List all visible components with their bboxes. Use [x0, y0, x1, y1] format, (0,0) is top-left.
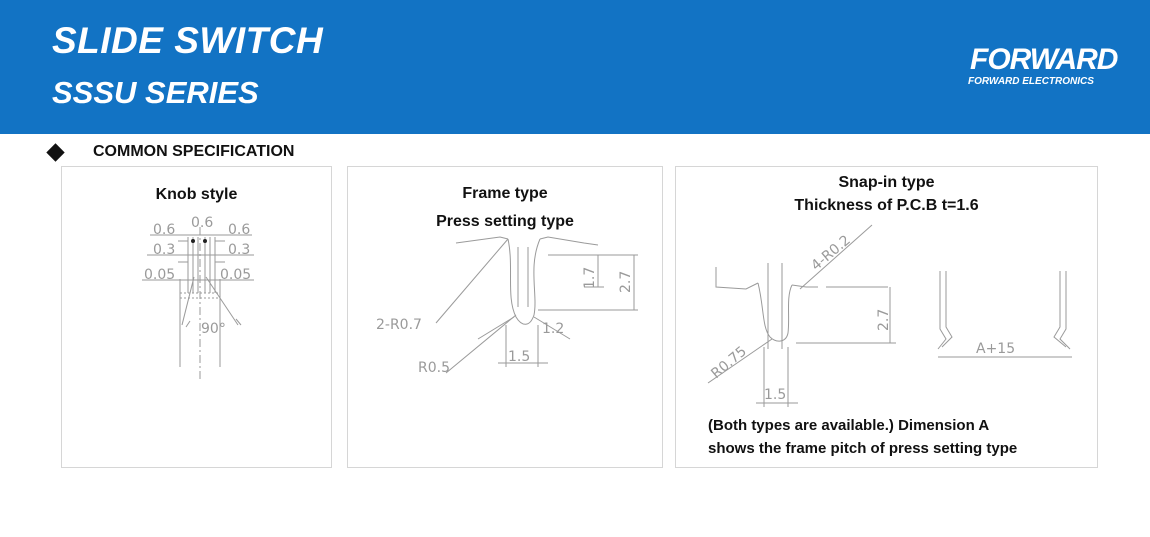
- snap-note-line2: shows the frame pitch of press setting type: [708, 440, 1018, 457]
- knob-style-title: Knob style: [155, 186, 238, 203]
- frame-type-panel: [347, 166, 663, 468]
- page-title: SLIDE SWITCH: [52, 20, 324, 61]
- section-title: COMMON SPECIFICATION: [93, 143, 295, 160]
- frame-dim-width-bottom: 1.5: [508, 349, 531, 365]
- snap-dim-height: 2.7: [876, 308, 892, 331]
- knob-dim-center-top: 0.6: [191, 215, 214, 231]
- section-heading: [46, 142, 295, 162]
- snap-note-line1: (Both types are available.) Dimension A: [708, 417, 990, 434]
- snap-in-title: Snap-in type: [838, 174, 935, 191]
- frame-dim-height-large: 2.7: [618, 270, 634, 293]
- knob-dim-left-top: 0.6: [153, 222, 176, 238]
- frame-type-drawing: [348, 167, 664, 469]
- logo-wordmark: FORWARD: [970, 43, 1118, 76]
- knob-dim-left-mid: 0.3: [153, 242, 176, 258]
- knob-dim-right-top: 0.6: [228, 222, 251, 238]
- header-banner: [0, 0, 1150, 134]
- snap-dim-pitch: A+15: [976, 341, 1016, 357]
- diamond-icon: [46, 143, 64, 161]
- knob-style-panel: [61, 166, 332, 468]
- knob-dim-left-low: 0.05: [144, 267, 176, 283]
- frame-type-title: Frame type: [462, 185, 548, 202]
- knob-dim-angle: 90°: [201, 321, 226, 337]
- frame-press-setting-title: Press setting type: [436, 213, 574, 230]
- knob-dim-right-low: 0.05: [220, 267, 252, 283]
- brand-logo: [960, 43, 1120, 93]
- snap-dim-radius-large: R0.75: [708, 343, 750, 383]
- knob-style-drawing: [62, 167, 333, 469]
- page-subtitle: SSSU SERIES: [52, 75, 259, 110]
- frame-dim-radius-lower: R0.5: [418, 360, 450, 376]
- frame-dim-height-small: 1.7: [582, 266, 598, 289]
- knob-dim-right-mid: 0.3: [228, 242, 251, 258]
- snap-in-type-panel: [675, 166, 1098, 468]
- frame-dim-width-small: 1.2: [542, 321, 565, 337]
- snap-in-thickness: Thickness of P.C.B t=1.6: [794, 197, 979, 214]
- snap-dim-width-bottom: 1.5: [764, 387, 787, 403]
- snap-dim-radius-small: 4-R0.2: [808, 232, 854, 275]
- frame-dim-radius-upper: 2-R0.7: [376, 317, 422, 333]
- logo-tagline: FORWARD ELECTRONICS: [968, 76, 1094, 87]
